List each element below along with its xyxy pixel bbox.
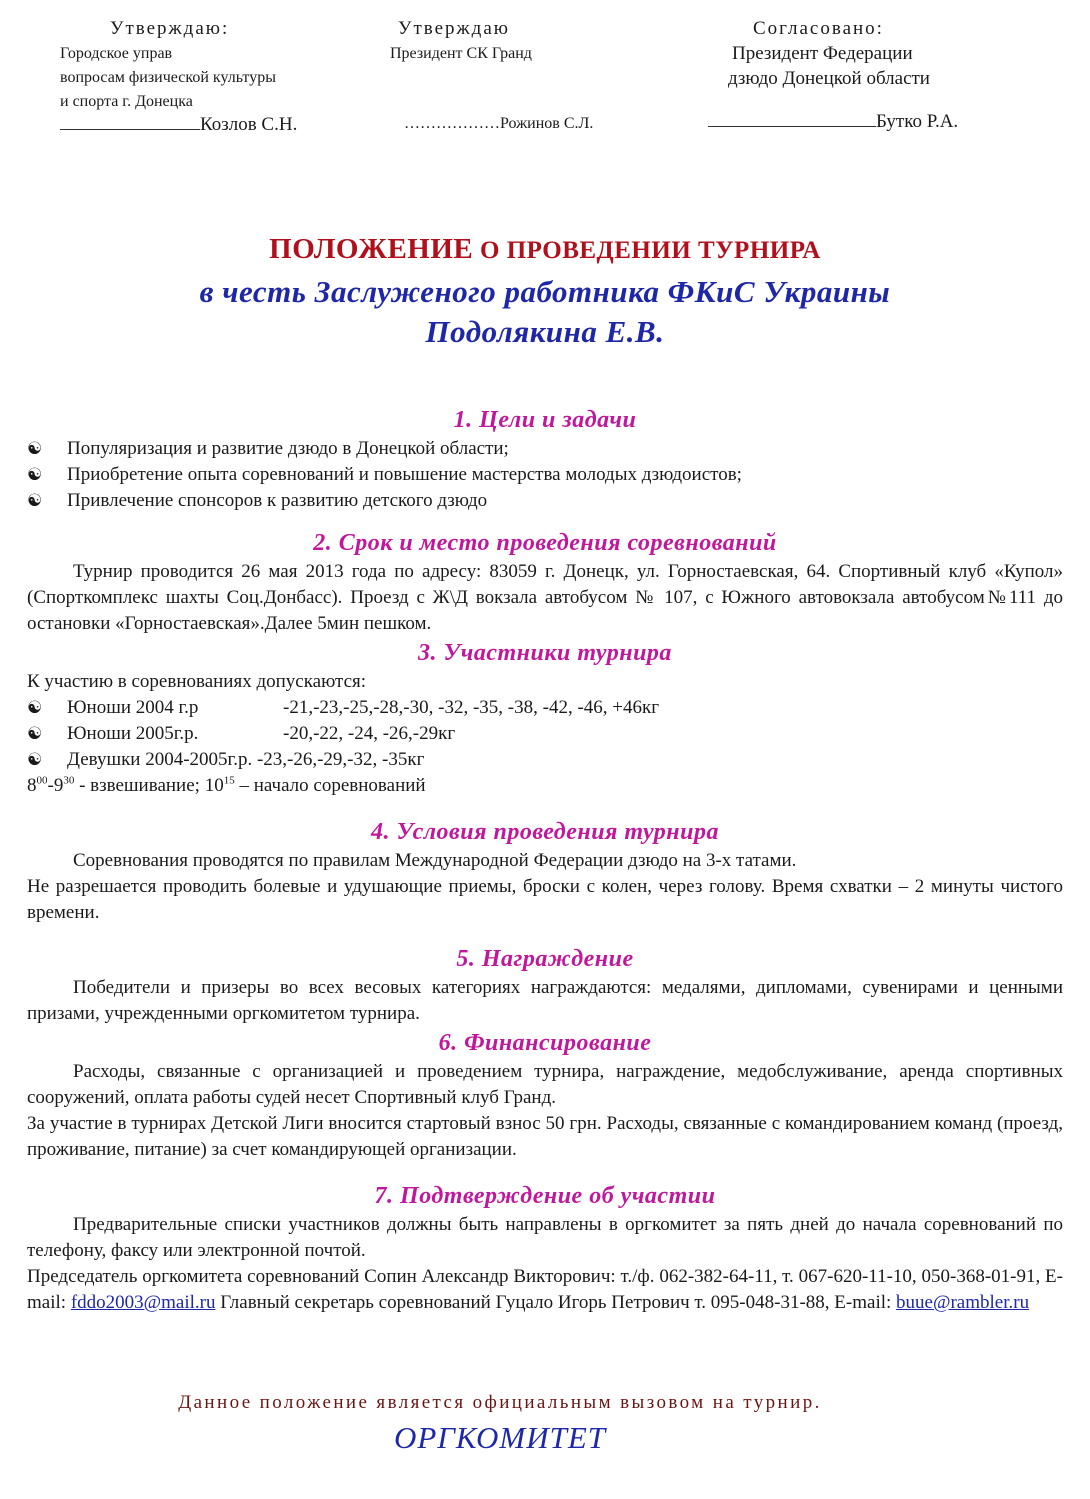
- list-item: ☯ Юноши 2005г.р. -20,-22, -24, -26,-29кг: [27, 721, 1063, 747]
- title-line-1: [0, 232, 1090, 268]
- approval-heading: Согласовано:: [753, 18, 884, 39]
- footer-signature: ОРГКОМИТЕТ: [393, 1420, 607, 1455]
- signatory-name: Козлов С.Н.: [200, 114, 298, 135]
- signature-line: [708, 112, 876, 127]
- title-rest: О ПРОВЕДЕНИИ ТУРНИРА: [473, 237, 821, 264]
- schedule-line: $8^{00}-9^{30}$ - взвешивание; $10^{15}$ – начало соревнований: [27, 774, 426, 796]
- list-item: ☯ Приобретение опыта соревнований и повышение мастерства молодых дзюдоистов;: [27, 462, 1063, 488]
- list-item: ☯ Юноши 2004 г.р -21,-23,-25,-28,-30, -32, -35, -38, -42, -46, +46кг: [27, 695, 1063, 721]
- approval-middle: [390, 18, 670, 133]
- section-heading-participants: 3. Участники турнира: [418, 640, 672, 666]
- section-heading-dates: 2. Срок и место проведения соревнований: [313, 530, 777, 556]
- document-title: [0, 232, 1090, 352]
- signatory-name: Бутко Р.А.: [876, 111, 959, 132]
- approval-left: [60, 18, 360, 136]
- section-heading-conditions: 4. Условия проведения турнира: [371, 819, 719, 845]
- paragraph: Соревнования проводятся по правилам Международной Федерации дзюдо на 3-х татами.: [73, 850, 797, 871]
- approval-line: Городское управ: [60, 45, 173, 62]
- approval-line: и спорта г. Донецка: [60, 93, 193, 110]
- signature-line: [60, 115, 200, 130]
- approval-signature: [60, 114, 360, 136]
- approval-line: дзюдо Донецкой области: [728, 68, 930, 89]
- section-heading-goals: 1. Цели и задачи: [453, 407, 637, 433]
- email-link-1[interactable]: fddo2003@mail.ru: [70, 1292, 216, 1313]
- document-footer: [0, 1392, 1090, 1456]
- approval-signature: [708, 111, 998, 133]
- contacts-paragraph: Председатель оргкомитета соревнований Сопин Александр Викторович: т./ф. 062-382-64-11, т. 067-620-11-10, 050-368-01-91, E-mail: fddo2003@mail.ru Главный секретарь соревнований Гуцало Игорь Петрович т. 095-048-31-88, E-mail: buue@rambler.ru: [27, 1266, 1063, 1313]
- list-item: ☯ Девушки 2004-2005г.р. -23,-26,-29,-32, -35кг: [27, 747, 1063, 773]
- yin-yang-icon: ☯: [27, 724, 43, 743]
- paragraph: Расходы, связанные с организацией и проведением турнира, награждение, медобслуживание, аренда спортивных сооружений, оплата работы судей несет Спортивный клуб Гранд.: [27, 1061, 1063, 1108]
- approval-heading: Утверждаю: [398, 18, 510, 39]
- paragraph: К участию в соревнованиях допускаются:: [27, 671, 367, 692]
- signatory-name: Рожинов С.Л.: [500, 115, 594, 132]
- title-line-3: Подолякина Е.В.: [425, 314, 665, 349]
- yin-yang-icon: ☯: [27, 465, 43, 484]
- paragraph: Турнир проводится 26 мая 2013 года по адресу: 83059 г. Донецк, ул. Горностаевская, 64. Спортивный клуб «Купол» (Спорткомплекс шахты Соц.Донбасс). Проезд с Ж\Д вокзала автобусом № 107, с Южного автовокзала автобусом№111 до остановки «Горностаевская».Далее 5мин пешком.: [27, 561, 1063, 634]
- yin-yang-icon: ☯: [27, 439, 43, 458]
- yin-yang-icon: ☯: [27, 750, 43, 769]
- yin-yang-icon: ☯: [27, 698, 43, 717]
- paragraph: Победители и призеры во всех весовых категориях награждаются: медалями, дипломами, сувенирами и ценными призами, учрежденными оргкомитетом турнира.: [27, 977, 1063, 1024]
- paragraph: Предварительные списки участников должны быть направлены в оргкомитет за пять дней до начала соревнований по телефону, факсу или электронной почтой.: [27, 1214, 1063, 1261]
- signature-dots: ………………: [404, 115, 500, 132]
- section-heading-confirmation: 7. Подтверждение об участии: [374, 1183, 716, 1209]
- approval-line: вопросам физической культуры: [60, 69, 276, 86]
- list-item: ☯ Привлечение спонсоров к развитию детского дзюдо: [27, 488, 1063, 514]
- approval-heading: Утверждаю:: [110, 18, 230, 39]
- approval-right: [708, 18, 998, 133]
- list-item: ☯ Популяризация и развитие дзюдо в Донецкой области;: [27, 436, 1063, 462]
- approval-line: Президент Федерации: [732, 43, 913, 64]
- title-word: ПОЛОЖЕНИЕ: [269, 233, 474, 265]
- title-line-2: в честь Заслуженого работника ФКиС Украины: [199, 274, 891, 309]
- section-heading-financing: 6. Финансирование: [438, 1030, 652, 1056]
- approval-signature: [404, 115, 670, 133]
- section-heading-awards: 5. Награждение: [456, 946, 634, 972]
- yin-yang-icon: ☯: [27, 491, 43, 510]
- paragraph: За участие в турнирах Детской Лиги вносится стартовый взнос 50 грн. Расходы, связанные с командированием команд (проезд, проживание, питание) за счет командирующей организации.: [27, 1113, 1063, 1160]
- email-link-2[interactable]: buue@rambler.ru: [896, 1292, 1030, 1313]
- document-body: [27, 404, 1063, 1316]
- paragraph: Не разрешается проводить болевые и удушающие приемы, броски с колен, через голову. Время схватки – 2 минуты чистого времени.: [27, 876, 1063, 923]
- approval-line: Президент СК Гранд: [390, 45, 532, 62]
- footer-note: Данное положение является официальным вызовом на турнир.: [178, 1392, 822, 1413]
